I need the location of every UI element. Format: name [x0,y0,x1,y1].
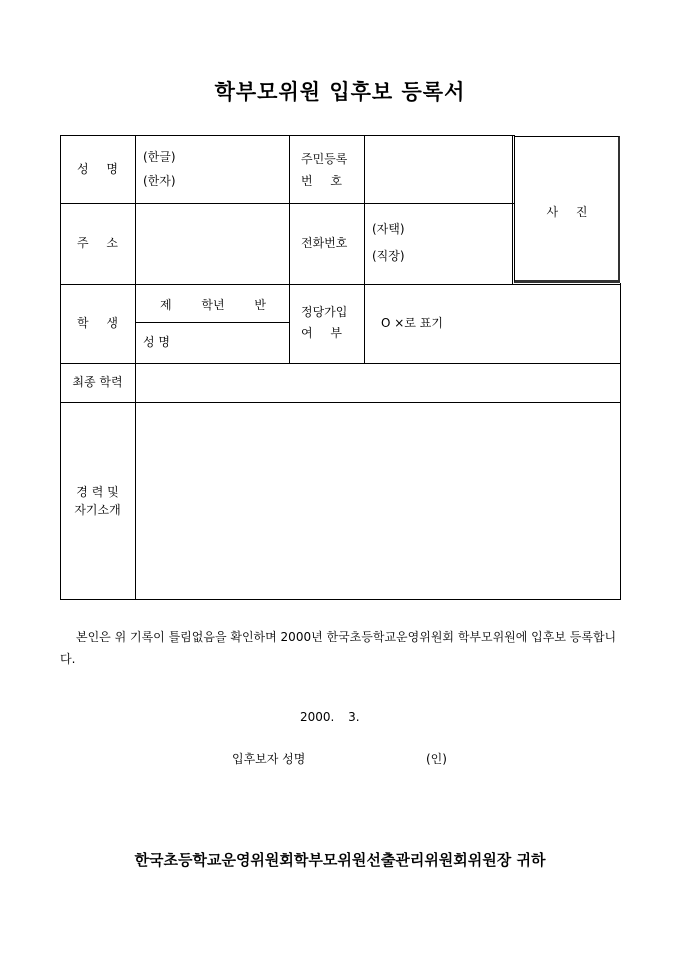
student-label: 학 생 [77,316,118,330]
date: 2000. 3. [300,710,360,724]
confirmation-statement [60,626,622,670]
statement-text: 본인은 위 기록이 틀림없음을 확인하며 2000년 한국초등학교운영위원회 학부모위원에 입후보 등록합니다. [60,630,617,666]
address-label: 주 소 [77,236,118,250]
phone-work-field: (직장) [372,249,405,263]
name-korean-field: (한글) [143,150,176,164]
education-label: 최종 학력 [72,375,123,389]
phone-label: 전화번호 [301,236,348,250]
page-title: 학부모위원 입후보 등록서 [214,79,466,104]
photo-label: 사 진 [546,205,588,219]
party-membership-label-2: 여 부 [301,326,342,340]
seal-label: (인) [426,752,447,766]
addressee: 한국초등학교운영위원회학부모위원선출관리위원회위원장 귀하 [134,851,546,869]
name-hanja-field: (한자) [143,174,176,188]
signature-label: 입후보자 성명 [232,752,306,766]
resident-number-label-2: 번 호 [301,174,342,188]
self-introduction-label: 자기소개 [74,503,121,517]
phone-home-field: (자택) [372,222,405,236]
career-label: 경 력 및 [76,485,119,499]
name-label: 성 명 [77,162,118,176]
student-name-field: 성 명 [143,335,170,349]
resident-number-label: 주민등록 [301,152,348,166]
student-class-field: 제 학년 반 [160,298,266,312]
party-membership-field: O ×로 표기 [381,316,443,330]
party-membership-label: 정당가입 [301,305,348,319]
